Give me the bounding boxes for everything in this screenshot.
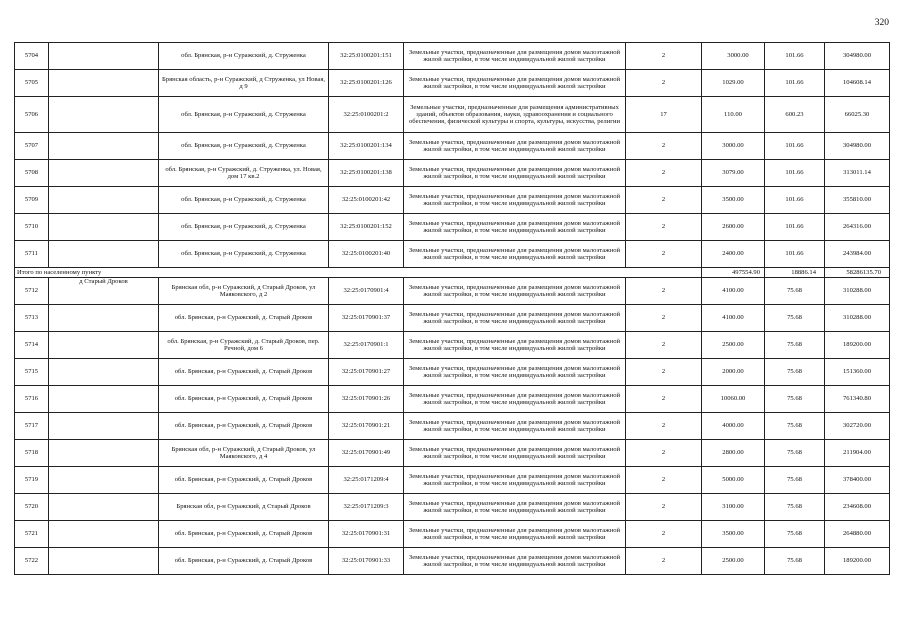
settlement-cell (49, 359, 159, 386)
table-row (15, 241, 890, 268)
rate-value: 75.68 (765, 521, 825, 548)
rate-value: 75.68 (765, 548, 825, 575)
cadastral-number: 32:25:0170901:26 (329, 386, 404, 413)
address-cell: обл. Брянская, р-н Суражский, д. Струженка (159, 214, 329, 241)
rate-value: 101.66 (765, 43, 825, 70)
total-value: 378400.00 (825, 467, 890, 494)
row-number: 5713 (15, 305, 49, 332)
total-value: 66025.30 (825, 97, 890, 133)
address-cell: обл. Брянская, р-н Суражский, д. Струженка (159, 43, 329, 70)
settlement-cell (49, 521, 159, 548)
land-purpose: Земельные участки, предназначенные для размещения домов малоэтажной жилой застройки, в том числе индивидуальной жилой застройки (404, 214, 626, 241)
row-number: 5704 (15, 43, 49, 70)
total-area: 497554.90 (702, 268, 765, 278)
settlement-cell (49, 43, 159, 70)
land-purpose: Земельные участки, предназначенные для размещения домов малоэтажной жилой застройки, в том числе индивидуальной жилой застройки (404, 332, 626, 359)
address-cell: обл. Брянская, р-н Суражский, д. Струженка, ул. Новая, дом 17 кв.2 (159, 160, 329, 187)
rate-value: 75.68 (765, 386, 825, 413)
table-row (15, 521, 890, 548)
area-value: 3500.00 (702, 187, 765, 214)
land-purpose: Земельные участки, предназначенные для размещения домов малоэтажной жилой застройки, в том числе индивидуальной жилой застройки (404, 413, 626, 440)
area-value: 3000.00 (702, 133, 765, 160)
row-number: 5719 (15, 467, 49, 494)
row-number: 5705 (15, 70, 49, 97)
area-value: 110.00 (702, 97, 765, 133)
table-row (15, 386, 890, 413)
area-value: 3000.00 (702, 43, 765, 70)
table-row (15, 70, 890, 97)
rate-value: 75.68 (765, 278, 825, 305)
row-number: 5712 (15, 278, 49, 305)
total-value: 310288.00 (825, 305, 890, 332)
row-number: 5722 (15, 548, 49, 575)
settlement-cell (49, 467, 159, 494)
rate-value: 101.66 (765, 187, 825, 214)
area-value: 3079.00 (702, 160, 765, 187)
settlement-cell (49, 97, 159, 133)
area-value: 2800.00 (702, 440, 765, 467)
area-value: 4100.00 (702, 278, 765, 305)
cadastral-number: 32:25:0100201:126 (329, 70, 404, 97)
rate-value: 75.68 (765, 305, 825, 332)
rate-value: 75.68 (765, 440, 825, 467)
land-purpose: Земельные участки, предназначенные для размещения домов малоэтажной жилой застройки, в том числе индивидуальной жилой застройки (404, 386, 626, 413)
table-row (15, 440, 890, 467)
address-cell: обл. Брянская, р-н Суражский, д. Старый Дроков (159, 467, 329, 494)
purpose-group: 2 (626, 241, 702, 268)
cadastral-number: 32:25:0100201:152 (329, 214, 404, 241)
cadastral-number: 32:25:0171209:3 (329, 494, 404, 521)
land-purpose: Земельные участки, предназначенные для размещения домов малоэтажной жилой застройки, в том числе индивидуальной жилой застройки (404, 305, 626, 332)
cadastral-number: 32:25:0170901:21 (329, 413, 404, 440)
purpose-group: 2 (626, 359, 702, 386)
total-value: 189200.00 (825, 332, 890, 359)
total-value: 264880.00 (825, 521, 890, 548)
rate-value: 600.23 (765, 97, 825, 133)
total-value: 104608.14 (825, 70, 890, 97)
cadastral-number: 32:25:0170901:49 (329, 440, 404, 467)
cadastral-number: 32:25:0100201:2 (329, 97, 404, 133)
cadastral-number: 32:25:0171209:4 (329, 467, 404, 494)
address-cell: обл. Брянская, р-н Суражский, д. Старый Дроков (159, 413, 329, 440)
address-cell: обл. Брянская, р-н Суражский, д. Старый Дроков, пер. Речной, дом 6 (159, 332, 329, 359)
address-cell: обл. Брянская, р-н Суражский, д. Старый Дроков (159, 305, 329, 332)
rate-value: 75.68 (765, 494, 825, 521)
purpose-group: 2 (626, 467, 702, 494)
total-sum: 58286135.70 (825, 268, 890, 278)
total-value: 211904.00 (825, 440, 890, 467)
purpose-group: 2 (626, 332, 702, 359)
table-row (15, 494, 890, 521)
area-value: 2500.00 (702, 332, 765, 359)
settlement-cell (49, 440, 159, 467)
land-register-table (14, 42, 890, 575)
land-purpose: Земельные участки, предназначенные для размещения домов малоэтажной жилой застройки, в том числе индивидуальной жилой застройки (404, 133, 626, 160)
address-cell: Брянская область, р-н Суражский, д Струженка, ул Новая, д 9 (159, 70, 329, 97)
table-row (15, 278, 890, 305)
row-number: 5717 (15, 413, 49, 440)
cadastral-number: 32:25:0100201:40 (329, 241, 404, 268)
total-value: 189200.00 (825, 548, 890, 575)
settlement-cell (49, 241, 159, 268)
purpose-group: 2 (626, 43, 702, 70)
purpose-group: 2 (626, 133, 702, 160)
row-number: 5708 (15, 160, 49, 187)
rate-value: 75.68 (765, 467, 825, 494)
cadastral-number: 32:25:0100201:42 (329, 187, 404, 214)
row-number: 5720 (15, 494, 49, 521)
area-value: 2000.00 (702, 359, 765, 386)
area-value: 2600.00 (702, 214, 765, 241)
area-value: 10060.00 (702, 386, 765, 413)
table-row (15, 43, 890, 70)
address-cell: Брянская обл, р-н Суражский, д Старый Дроков (159, 494, 329, 521)
table-row (15, 160, 890, 187)
purpose-group: 2 (626, 187, 702, 214)
purpose-group: 2 (626, 278, 702, 305)
address-cell: обл. Брянская, р-н Суражский, д. Старый Дроков (159, 548, 329, 575)
row-number: 5718 (15, 440, 49, 467)
total-value: 264316.00 (825, 214, 890, 241)
row-number: 5709 (15, 187, 49, 214)
settlement-cell (49, 548, 159, 575)
cadastral-number: 32:25:0100201:134 (329, 133, 404, 160)
land-purpose: Земельные участки, предназначенные для размещения домов малоэтажной жилой застройки, в том числе индивидуальной жилой застройки (404, 359, 626, 386)
land-purpose: Земельные участки, предназначенные для размещения домов малоэтажной жилой застройки, в том числе индивидуальной жилой застройки (404, 440, 626, 467)
table-row (15, 133, 890, 160)
cadastral-number: 32:25:0170901:1 (329, 332, 404, 359)
row-number: 5707 (15, 133, 49, 160)
row-number: 5706 (15, 97, 49, 133)
address-cell: обл. Брянская, р-н Суражский, д. Старый Дроков (159, 521, 329, 548)
land-purpose: Земельные участки, предназначенные для размещения домов малоэтажной жилой застройки, в том числе индивидуальной жилой застройки (404, 278, 626, 305)
cadastral-number: 32:25:0170901:4 (329, 278, 404, 305)
table-row (15, 305, 890, 332)
cadastral-number: 32:25:0170901:37 (329, 305, 404, 332)
cadastral-number: 32:25:0170901:31 (329, 521, 404, 548)
total-value: 234608.00 (825, 494, 890, 521)
row-number: 5715 (15, 359, 49, 386)
settlement-cell (49, 187, 159, 214)
address-cell: обл. Брянская, р-н Суражский, д. Струженка (159, 241, 329, 268)
total-value: 302720.00 (825, 413, 890, 440)
rate-value: 75.68 (765, 332, 825, 359)
table-row (15, 214, 890, 241)
address-cell: обл. Брянская, р-н Суражский, д. Старый Дроков (159, 386, 329, 413)
table-row (15, 332, 890, 359)
land-purpose: Земельные участки, предназначенные для размещения домов малоэтажной жилой застройки, в том числе индивидуальной жилой застройки (404, 548, 626, 575)
purpose-group: 2 (626, 494, 702, 521)
rate-value: 101.66 (765, 160, 825, 187)
land-purpose: Земельные участки, предназначенные для размещения домов малоэтажной жилой застройки, в том числе индивидуальной жилой застройки (404, 521, 626, 548)
settlement-cell (49, 332, 159, 359)
area-value: 2500.00 (702, 548, 765, 575)
total-value: 310288.00 (825, 278, 890, 305)
purpose-group: 2 (626, 413, 702, 440)
address-cell: обл. Брянская, р-н Суражский, д. Старый Дроков (159, 359, 329, 386)
table-row (15, 548, 890, 575)
rate-value: 101.66 (765, 241, 825, 268)
area-value: 4000.00 (702, 413, 765, 440)
total-value: 243984.00 (825, 241, 890, 268)
total-value: 151360.00 (825, 359, 890, 386)
table-row (15, 359, 890, 386)
page-number: 320 (874, 18, 889, 28)
land-purpose: Земельные участки, предназначенные для размещения домов малоэтажной жилой застройки, в том числе индивидуальной жилой застройки (404, 494, 626, 521)
cadastral-number: 32:25:0170901:33 (329, 548, 404, 575)
land-purpose: Земельные участки, предназначенные для размещения домов малоэтажной жилой застройки, в том числе индивидуальной жилой застройки (404, 467, 626, 494)
rate-value: 101.66 (765, 133, 825, 160)
land-purpose: Земельные участки, предназначенные для размещения домов малоэтажной жилой застройки, в том числе индивидуальной жилой застройки (404, 43, 626, 70)
land-purpose: Земельные участки, предназначенные для размещения домов малоэтажной жилой застройки, в том числе индивидуальной жилой застройки (404, 160, 626, 187)
rate-value: 101.66 (765, 214, 825, 241)
address-cell: обл. Брянская, р-н Суражский, д. Струженка (159, 97, 329, 133)
address-cell: обл. Брянская, р-н Суражский, д. Струженка (159, 187, 329, 214)
area-value: 4100.00 (702, 305, 765, 332)
total-value: 304980.00 (825, 133, 890, 160)
total-value: 313011.14 (825, 160, 890, 187)
area-value: 1029.00 (702, 70, 765, 97)
table-row (15, 467, 890, 494)
settlement-cell (49, 70, 159, 97)
address-cell: Брянская обл, р-н Суражский, д Старый Дроков, ул Маяковского, д 4 (159, 440, 329, 467)
purpose-group: 2 (626, 386, 702, 413)
settlement-cell (49, 214, 159, 241)
row-number: 5710 (15, 214, 49, 241)
row-number: 5721 (15, 521, 49, 548)
rate-value: 75.68 (765, 413, 825, 440)
settlement-cell (49, 160, 159, 187)
area-value: 2400.00 (702, 241, 765, 268)
settlement-cell (49, 386, 159, 413)
address-cell: Брянская обл, р-н Суражский, д Старый Дроков, ул Маяковского, д 2 (159, 278, 329, 305)
purpose-group: 2 (626, 305, 702, 332)
address-cell: обл. Брянская, р-н Суражский, д. Струженка (159, 133, 329, 160)
settlement-cell (49, 494, 159, 521)
area-value: 3500.00 (702, 521, 765, 548)
cadastral-number: 32:25:0170901:27 (329, 359, 404, 386)
settlement-cell (49, 133, 159, 160)
settlement-name: д Старый Дроков (49, 278, 159, 305)
settlement-total (15, 268, 890, 278)
row-number: 5716 (15, 386, 49, 413)
row-number: 5711 (15, 241, 49, 268)
purpose-group: 2 (626, 70, 702, 97)
cadastral-number: 32:25:0100201:138 (329, 160, 404, 187)
total-row (15, 268, 890, 278)
purpose-group: 17 (626, 97, 702, 133)
land-purpose: Земельные участки, предназначенные для размещения домов малоэтажной жилой застройки, в том числе индивидуальной жилой застройки (404, 187, 626, 214)
land-purpose: Земельные участки, предназначенные для размещения домов малоэтажной жилой застройки, в том числе индивидуальной жилой застройки (404, 70, 626, 97)
table-row (15, 187, 890, 214)
rate-value: 75.68 (765, 359, 825, 386)
purpose-group: 2 (626, 521, 702, 548)
area-value: 3100.00 (702, 494, 765, 521)
total-rate: 18886.14 (765, 268, 825, 278)
land-purpose: Земельные участки, предназначенные для размещения административных зданий, объектов образования, науки, здравоохранения и социального обеспечения, физической культуры и спорта, культуры, искусства, религии (404, 97, 626, 133)
purpose-group: 2 (626, 160, 702, 187)
total-value: 304980.00 (825, 43, 890, 70)
purpose-group: 2 (626, 440, 702, 467)
table-row (15, 413, 890, 440)
cadastral-number: 32:25:0100201:151 (329, 43, 404, 70)
rate-value: 101.66 (765, 70, 825, 97)
table-row (15, 97, 890, 133)
block-stary-drokov (15, 278, 890, 575)
settlement-cell (49, 305, 159, 332)
total-label: Итого по населенному пункту (15, 268, 159, 278)
total-value: 355810.00 (825, 187, 890, 214)
total-spacer (159, 268, 702, 278)
purpose-group: 2 (626, 214, 702, 241)
row-number: 5714 (15, 332, 49, 359)
settlement-cell (49, 413, 159, 440)
total-value: 761340.80 (825, 386, 890, 413)
purpose-group: 2 (626, 548, 702, 575)
land-purpose: Земельные участки, предназначенные для размещения домов малоэтажной жилой застройки, в том числе индивидуальной жилой застройки (404, 241, 626, 268)
block-struzhenka (15, 43, 890, 268)
area-value: 5000.00 (702, 467, 765, 494)
